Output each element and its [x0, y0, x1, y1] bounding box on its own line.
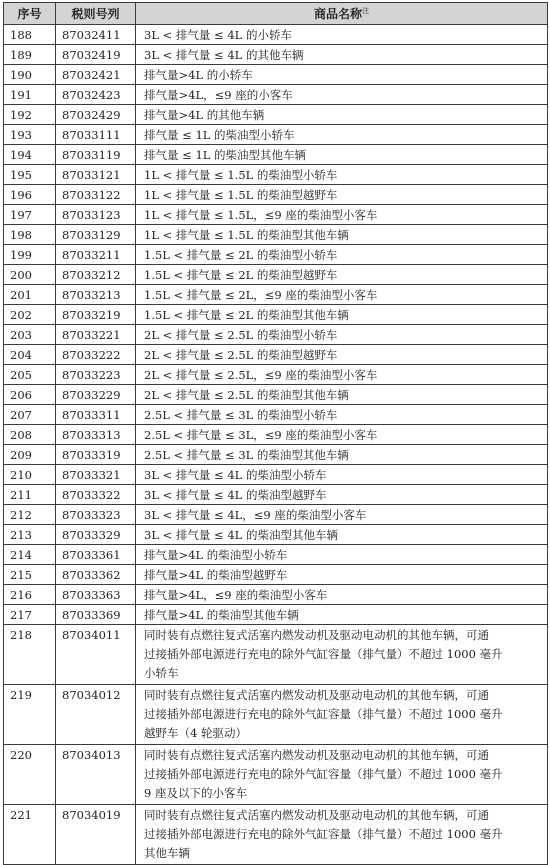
product-name-line: 1L < 排气量 ≤ 1.5L 的柴油型越野车: [144, 187, 338, 202]
product-name-line: 1L < 排气量 ≤ 1.5L 的柴油型其他车辆: [144, 227, 349, 242]
row-tariff-code: 87032411: [56, 25, 136, 45]
product-name-line: 过接插外部电源进行充电的除外气缸容量（排气量）不超过 1000 毫升: [144, 707, 503, 721]
row-seq: 214: [4, 545, 56, 565]
row-seq: 216: [4, 585, 56, 605]
table-row: [4, 165, 548, 185]
table-row: [4, 25, 548, 45]
product-name-line: 排气量>4L 的柴油型其他车辆: [144, 607, 299, 622]
product-name-line: 排气量>4L 的柴油型越野车: [144, 567, 288, 582]
row-tariff-code: 87033219: [56, 305, 136, 325]
row-tariff-code: 87033213: [56, 285, 136, 305]
row-tariff-code: 87033211: [56, 245, 136, 265]
row-product-name: [136, 445, 548, 465]
table-row: [4, 45, 548, 65]
table-row: [4, 365, 548, 385]
product-name-line: 1L < 排气量 ≤ 1.5L 的柴油型小轿车: [144, 167, 338, 182]
row-product-name: [136, 545, 548, 565]
row-product-name: [136, 605, 548, 625]
row-product-name: [136, 625, 548, 685]
row-product-name: [136, 185, 548, 205]
row-seq: 190: [4, 65, 56, 85]
row-product-name: [136, 365, 548, 385]
row-seq: 189: [4, 45, 56, 65]
row-product-name: [136, 425, 548, 445]
table-row: [4, 325, 548, 345]
row-product-name: [136, 245, 548, 265]
row-tariff-code: 87033122: [56, 185, 136, 205]
row-product-name: [136, 685, 548, 745]
product-name-line: 2L < 排气量 ≤ 2.5L 的柴油型越野车: [144, 347, 338, 362]
row-seq: 208: [4, 425, 56, 445]
table-row: [4, 565, 548, 585]
row-product-name: [136, 485, 548, 505]
row-seq: 199: [4, 245, 56, 265]
row-tariff-code: 87033323: [56, 505, 136, 525]
row-tariff-code: 87034013: [56, 745, 136, 805]
row-product-name: [136, 265, 548, 285]
product-name-line: 小轿车: [144, 666, 179, 680]
table-row: [4, 685, 548, 745]
row-seq: 203: [4, 325, 56, 345]
row-seq: 196: [4, 185, 56, 205]
table-row: [4, 445, 548, 465]
row-tariff-code: 87033369: [56, 605, 136, 625]
table-row: [4, 485, 548, 505]
row-tariff-code: 87033313: [56, 425, 136, 445]
header-code: 税则号列: [56, 3, 136, 25]
table-row: [4, 425, 548, 445]
row-seq: 198: [4, 225, 56, 245]
row-product-name: [136, 465, 548, 485]
table-row: [4, 185, 548, 205]
table-header: [4, 3, 548, 25]
row-tariff-code: 87033321: [56, 465, 136, 485]
header-row: [4, 3, 548, 25]
row-product-name: [136, 325, 548, 345]
row-tariff-code: 87033322: [56, 485, 136, 505]
row-tariff-code: 87033121: [56, 165, 136, 185]
table-row: [4, 245, 548, 265]
table-row: [4, 805, 548, 865]
product-name-line: 1.5L < 排气量 ≤ 2L 的柴油型其他车辆: [144, 307, 349, 322]
table-row: [4, 605, 548, 625]
product-name-line: 3L < 排气量 ≤ 4L 的柴油型小轿车: [144, 467, 327, 482]
row-seq: 197: [4, 205, 56, 225]
product-name-line: 过接插外部电源进行充电的除外气缸容量（排气量）不超过 1000 毫升: [144, 827, 503, 841]
table-row: [4, 285, 548, 305]
row-product-name: [136, 25, 548, 45]
row-product-name: [136, 65, 548, 85]
row-seq: 201: [4, 285, 56, 305]
table-row: [4, 745, 548, 805]
row-product-name: [136, 585, 548, 605]
table-row: [4, 545, 548, 565]
row-tariff-code: 87033363: [56, 585, 136, 605]
row-seq: 192: [4, 105, 56, 125]
product-name-line: 2L < 排气量 ≤ 2.5L，≤9 座的柴油型小客车: [144, 367, 378, 382]
row-tariff-code: 87033329: [56, 525, 136, 545]
header-seq: 序号: [4, 3, 56, 25]
table-row: [4, 385, 548, 405]
row-product-name: [136, 405, 548, 425]
row-seq: 219: [4, 685, 56, 745]
row-tariff-code: 87033221: [56, 325, 136, 345]
row-product-name: [136, 85, 548, 105]
row-tariff-code: 87033123: [56, 205, 136, 225]
row-tariff-code: 87034019: [56, 805, 136, 865]
product-name-line: 排气量 ≤ 1L 的柴油型小轿车: [144, 127, 295, 142]
row-product-name: [136, 525, 548, 545]
row-tariff-code: 87033361: [56, 545, 136, 565]
row-seq: 202: [4, 305, 56, 325]
product-name-line: 3L < 排气量 ≤ 4L 的小轿车: [144, 27, 292, 42]
row-seq: 205: [4, 365, 56, 385]
row-product-name: [136, 165, 548, 185]
table-row: [4, 205, 548, 225]
table-row: [4, 585, 548, 605]
product-name-line: 1.5L < 排气量 ≤ 2L 的柴油型越野车: [144, 267, 338, 282]
product-name-line: 同时装有点燃往复式活塞内燃发动机及驱动电动机的其他车辆，可通: [144, 688, 489, 702]
row-tariff-code: 87033129: [56, 225, 136, 245]
row-seq: 200: [4, 265, 56, 285]
row-seq: 193: [4, 125, 56, 145]
product-name-line: 排气量>4L，≤9 座的柴油型小客车: [144, 587, 328, 602]
row-tariff-code: 87033212: [56, 265, 136, 285]
row-seq: 206: [4, 385, 56, 405]
row-product-name: [136, 805, 548, 865]
row-seq: 210: [4, 465, 56, 485]
row-seq: 207: [4, 405, 56, 425]
product-name-line: 2.5L < 排气量 ≤ 3L 的柴油型小轿车: [144, 407, 338, 422]
product-name-line: 其他车辆: [144, 846, 190, 860]
product-name-line: 排气量>4L 的其他车辆: [144, 107, 265, 122]
row-product-name: [136, 285, 548, 305]
row-seq: 204: [4, 345, 56, 365]
row-seq: 195: [4, 165, 56, 185]
row-seq: 220: [4, 745, 56, 805]
row-product-name: [136, 225, 548, 245]
product-name-line: 同时装有点燃往复式活塞内燃发动机及驱动电动机的其他车辆，可通: [144, 628, 489, 642]
row-tariff-code: 87034011: [56, 625, 136, 685]
row-seq: 211: [4, 485, 56, 505]
row-product-name: [136, 385, 548, 405]
table-row: [4, 345, 548, 365]
product-name-line: 2L < 排气量 ≤ 2.5L 的柴油型小轿车: [144, 327, 338, 342]
product-name-line: 2L < 排气量 ≤ 2.5L 的柴油型其他车辆: [144, 387, 349, 402]
table-row: [4, 105, 548, 125]
product-name-line: 1.5L < 排气量 ≤ 2L 的柴油型小轿车: [144, 247, 338, 262]
row-tariff-code: 87033229: [56, 385, 136, 405]
row-tariff-code: 87033311: [56, 405, 136, 425]
row-tariff-code: 87034012: [56, 685, 136, 745]
row-seq: 218: [4, 625, 56, 685]
table-row: [4, 305, 548, 325]
row-seq: 213: [4, 525, 56, 545]
row-tariff-code: 87033222: [56, 345, 136, 365]
product-name-line: 3L < 排气量 ≤ 4L 的其他车辆: [144, 47, 304, 62]
product-name-line: 过接插外部电源进行充电的除外气缸容量（排气量）不超过 1000 毫升: [144, 767, 503, 781]
row-seq: 215: [4, 565, 56, 585]
table-row: [4, 225, 548, 245]
row-seq: 212: [4, 505, 56, 525]
table-row: [4, 125, 548, 145]
row-tariff-code: 87032419: [56, 45, 136, 65]
table-row: [4, 625, 548, 685]
row-seq: 191: [4, 85, 56, 105]
row-seq: 194: [4, 145, 56, 165]
table-row: [4, 65, 548, 85]
product-name-line: 排气量>4L 的柴油型小轿车: [144, 547, 288, 562]
table-row: [4, 505, 548, 525]
row-tariff-code: 87032429: [56, 105, 136, 125]
row-product-name: [136, 45, 548, 65]
product-name-line: 2.5L < 排气量 ≤ 3L，≤9 座的柴油型小客车: [144, 427, 378, 442]
row-product-name: [136, 125, 548, 145]
product-name-line: 排气量>4L 的小轿车: [144, 67, 253, 82]
row-product-name: [136, 345, 548, 365]
row-product-name: [136, 505, 548, 525]
product-name-line: 1L < 排气量 ≤ 1.5L，≤9 座的柴油型小客车: [144, 207, 378, 222]
table-row: [4, 525, 548, 545]
table-row: [4, 265, 548, 285]
table-row: [4, 145, 548, 165]
product-name-line: 3L < 排气量 ≤ 4L 的柴油型其他车辆: [144, 527, 338, 542]
header-name-label: 商品名称: [313, 7, 362, 21]
product-name-line: 排气量 ≤ 1L 的柴油型其他车辆: [144, 147, 307, 162]
product-name-line: 同时装有点燃往复式活塞内燃发动机及驱动电动机的其他车辆，可通: [144, 748, 489, 762]
row-tariff-code: 87033111: [56, 125, 136, 145]
table-body: [4, 25, 548, 865]
row-seq: 188: [4, 25, 56, 45]
row-seq: 221: [4, 805, 56, 865]
table-row: [4, 465, 548, 485]
row-tariff-code: 87033319: [56, 445, 136, 465]
header-note-mark: 注: [362, 7, 369, 15]
row-tariff-code: 87033362: [56, 565, 136, 585]
row-seq: 209: [4, 445, 56, 465]
product-name-line: 9 座及以下的小客车: [144, 786, 247, 800]
row-product-name: [136, 145, 548, 165]
row-product-name: [136, 565, 548, 585]
table-row: [4, 85, 548, 105]
product-name-line: 3L < 排气量 ≤ 4L 的柴油型越野车: [144, 487, 327, 502]
product-name-line: 排气量>4L，≤9 座的小客车: [144, 87, 293, 102]
product-name-line: 过接插外部电源进行充电的除外气缸容量（排气量）不超过 1000 毫升: [144, 647, 503, 661]
product-name-line: 2.5L < 排气量 ≤ 3L 的柴油型其他车辆: [144, 447, 349, 462]
row-product-name: [136, 745, 548, 805]
row-product-name: [136, 105, 548, 125]
product-name-line: 1.5L < 排气量 ≤ 2L，≤9 座的柴油型小客车: [144, 287, 378, 302]
product-name-line: 越野车（4 轮驱动）: [144, 726, 247, 740]
product-name-line: 同时装有点燃往复式活塞内燃发动机及驱动电动机的其他车辆，可通: [144, 808, 489, 822]
header-name: [136, 3, 548, 25]
product-name-line: 3L < 排气量 ≤ 4L，≤9 座的柴油型小客车: [144, 507, 367, 522]
row-product-name: [136, 205, 548, 225]
table-row: [4, 405, 548, 425]
row-tariff-code: 87032421: [56, 65, 136, 85]
row-tariff-code: 87033223: [56, 365, 136, 385]
row-product-name: [136, 305, 548, 325]
row-seq: 217: [4, 605, 56, 625]
tariff-table: [3, 2, 548, 865]
row-tariff-code: 87033119: [56, 145, 136, 165]
row-tariff-code: 87032423: [56, 85, 136, 105]
